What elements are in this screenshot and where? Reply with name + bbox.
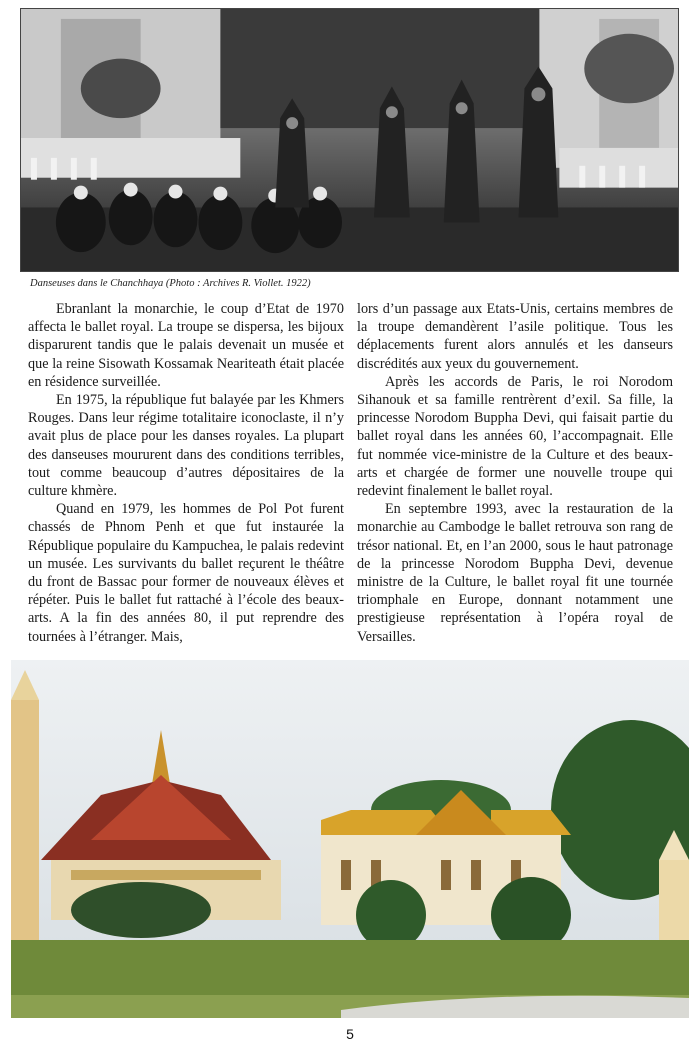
article-right-column [357,300,673,646]
paragraph: Quand en 1979, les hommes de Pol Pot furent chassés de Phnom Penh et que fut instaurée la République populaire du Kampuchea, le palais redevint un musée. Les survivants du ballet reçurent le théâtre du front de Bassac pour former de nouveaux élèves et répéter. Puis le ballet fut rattaché à l’école des beaux-arts. A la fin des années 80, il put reprendre des tournées à l’étranger. Mais, [28,501,344,645]
photo-caption: Danseuses dans le Chanchhaya (Photo : Archives R. Viollet. 1922) [30,278,311,289]
royal-palace-photo [11,660,689,1018]
paragraph-continuation: lors d’un passage aux Etats-Unis, certains membres de la troupe demandèrent l’asile politique. Tous les déplacements furent alors annulés et les danseurs discrédités aux yeux du gouvernement. [357,301,673,372]
article-left-column [28,300,344,646]
dancers-photo [20,8,679,272]
paragraph: En 1975, la république fut balayée par les Khmers Rouges. Dans leur régime totalitaire iconoclaste, il n’y avait plus de place pour les danses royales. La plupart des danseuses moururent dans des conditions terribles, tout comme beaucoup d’autres dépositaires de la culture khmère. [28,392,344,500]
page-number: 5 [346,1026,354,1042]
paragraph: Ebranlant la monarchie, le coup d’Etat de 1970 affecta le ballet royal. La troupe se dispersa, les bijoux disparurent tandis que le palais devenait un musée et que la reine Sisowath Kossamak Neariteath était placée en résidence surveillée. [28,301,344,390]
paragraph: Après les accords de Paris, le roi Norodom Sihanouk et sa famille rentrèrent d’exil. Sa fille, la princesse Norodom Buppha Devi, qui faisait partie du ballet royal dans les années 60, l’accompagnait. Elle fut nommée vice-ministre de la Culture et des beaux-arts et chargée de former une nouvelle troupe qui redevint finalement le ballet royal. [357,373,673,500]
paragraph: En septembre 1993, avec la restauration de la monarchie au Cambodge le ballet retrouva son rang de trésor national. Et, en l’an 2000, sous le haut patronage de la princesse Norodom Buppha Devi, devenue ministre de la Culture, le ballet royal fit une tournée triomphale en Europe, donnant notamment une prestigieuse représentation à l’opéra royal de Versailles. [357,501,673,645]
